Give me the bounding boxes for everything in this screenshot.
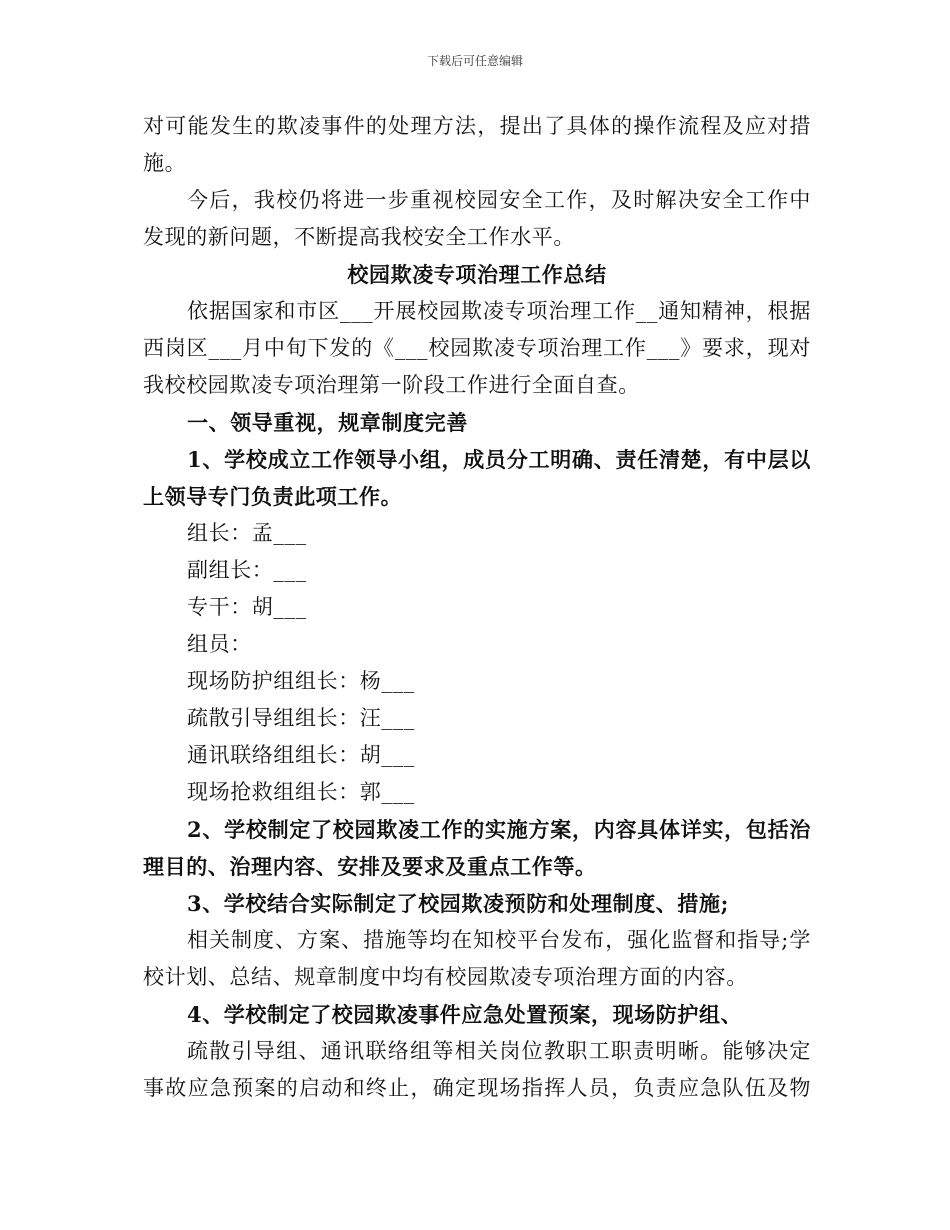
header-note: 下载后可任意编辑 [426,54,523,68]
bold-paragraph-line: 理目的、治理内容、安排及要求及重点工作等。 [143,854,597,879]
paragraph-line: 疏散引导组、通讯联络组等相关岗位教职工职责明晰。能够决定 [187,1039,811,1063]
paragraph-line: 对可能发生的欺凌事件的处理方法，提出了具体的操作流程及应对措 [143,114,811,138]
member-line: 组长：孟___ [187,521,307,545]
paragraph-line: 依据国家和市区___开展校园欺凌专项治理工作__通知精神，根据 [187,299,811,323]
member-line: 副组长：___ [187,558,307,582]
paragraph-line: 相关制度、方案、措施等均在知校平台发布，强化监督和指导;学 [187,928,811,952]
document-body [143,108,811,1107]
bold-paragraph-line: 2、学校制定了校园欺凌工作的实施方案，内容具体详实，包括治 [187,817,811,842]
member-line: 疏散引导组组长：汪___ [187,706,415,730]
member-line: 现场抢救组组长：郭___ [187,780,415,804]
member-line: 专干：胡___ [187,595,307,619]
paragraph-line: 事故应急预案的启动和终止，确定现场指挥人员，负责应急队伍及物 [143,1076,811,1100]
paragraph-line: 校计划、总结、规章制度中均有校园欺凌专项治理方面的内容。 [143,965,748,989]
paragraph-line: 西岗区___月中旬下发的《___校园欺凌专项治理工作___》要求，现对 [143,336,811,360]
bold-paragraph-line: 3、学校结合实际制定了校园欺凌预防和处理制度、措施; [187,891,729,916]
paragraph-line: 发现的新问题，不断提高我校安全工作水平。 [143,225,575,249]
paragraph-line: 今后，我校仍将进一步重视校园安全工作，及时解决安全工作中 [187,188,811,212]
paragraph-line: 施。 [143,151,187,175]
subsection-heading: 一、领导重视，规章制度完善 [187,410,468,435]
bold-paragraph-line: 4、学校制定了校园欺凌事件应急处置预案，现场防护组、 [187,1002,743,1027]
bold-paragraph-line: 上领导专门负责此项工作。 [143,484,403,509]
member-line: 通讯联络组组长：胡___ [187,743,415,767]
section-title: 校园欺凌专项治理工作总结 [347,262,607,287]
bold-paragraph-line: 1、学校成立工作领导小组，成员分工明确、责任清楚，有中层以 [187,447,811,472]
member-line: 组员： [187,632,252,656]
paragraph-line: 我校校园欺凌专项治理第一阶段工作进行全面自查。 [143,373,640,397]
member-line: 现场防护组组长：杨___ [187,669,415,693]
